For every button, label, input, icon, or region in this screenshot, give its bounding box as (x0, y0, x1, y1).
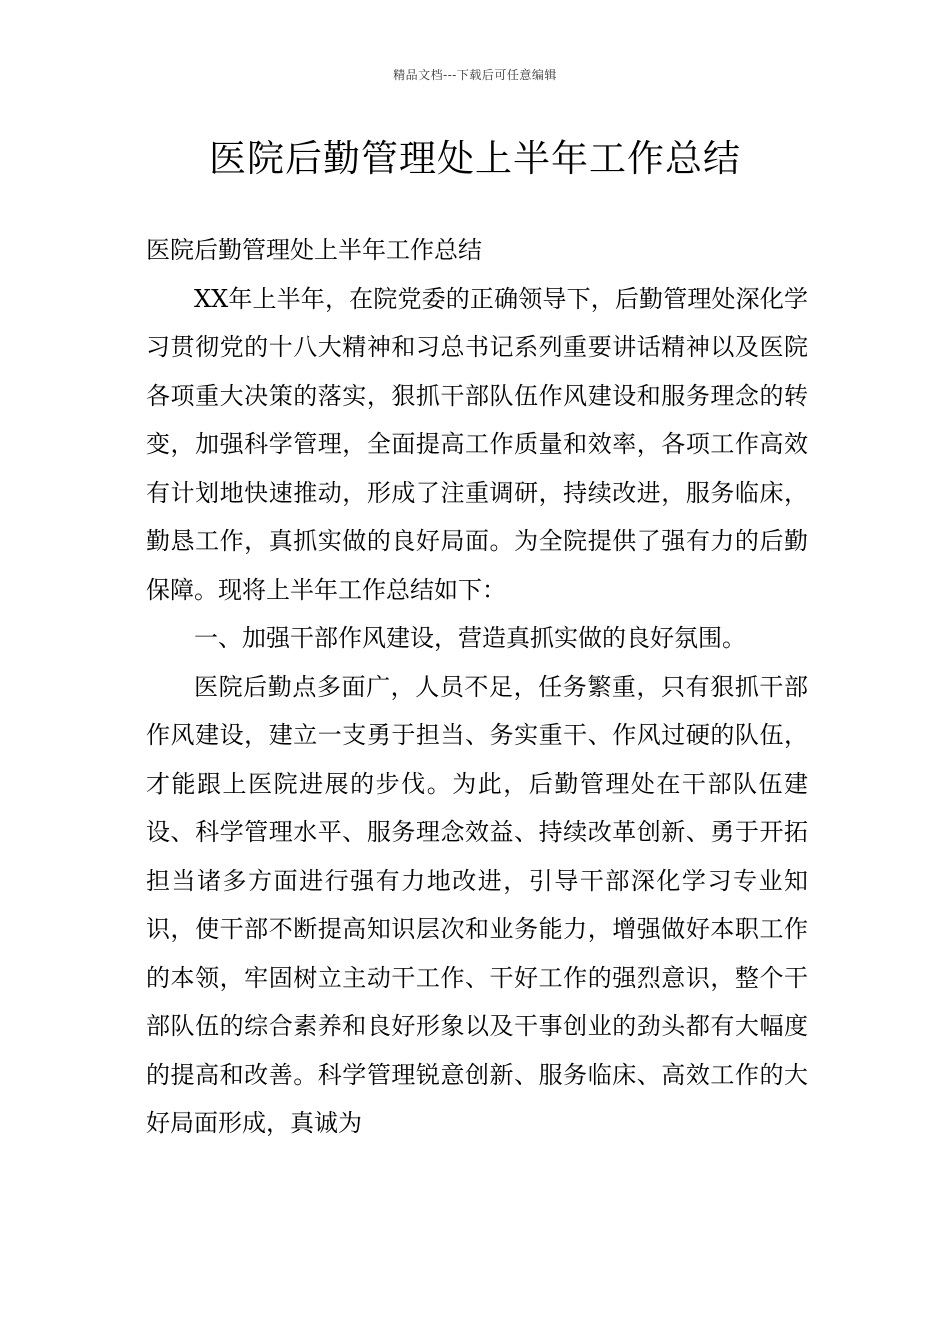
document-title: 医院后勤管理处上半年工作总结 (209, 137, 741, 180)
document-body (146, 226, 808, 1148)
paragraph-section-1: 医院后勤点多面广，人员不足，任务繁重，只有狠抓干部作风建设，建立一支勇于担当、务实重干、作风过硬的队伍，才能跟上医院进展的步伐。为此，后勤管理处在干部队伍建设、科学管理水平、服务理念效益、持续改革创新、勇于开拓担当诸多方面进行强有力地改进，引导干部深化学习专业知识，使干部不断提高知识层次和业务能力，增强做好本职工作的本领，牢固树立主动干工作、干好工作的强烈意识，整个干部队伍的综合素养和良好形象以及干事创业的劲头都有大幅度的提高和改善。科学管理锐意创新、服务临床、高效工作的大好局面形成，真诚为 (146, 672, 808, 1137)
section-heading-1: 一、加强干部作风建设，营造真抓实做的良好氛围。 (194, 624, 746, 652)
header-note: 精品文档---下载后可任意编辑 (393, 68, 557, 82)
paragraph-intro: XX年上半年，在院党委的正确领导下，后勤管理处深化学习贯彻党的十八大精神和习总书记系列重要讲话精神以及医院各项重大决策的落实，狠抓干部队伍作风建设和服务理念的转变，加强科学管理，全面提高工作质量和效率，各项工作高效有计划地快速推动，形成了注重调研，持续改进，服务临床，勤恳工作，真抓实做的良好局面。为全院提供了强有力的后勤保障。现将上半年工作总结如下： (146, 284, 808, 604)
document-subtitle: 医院后勤管理处上半年工作总结 (146, 236, 482, 264)
